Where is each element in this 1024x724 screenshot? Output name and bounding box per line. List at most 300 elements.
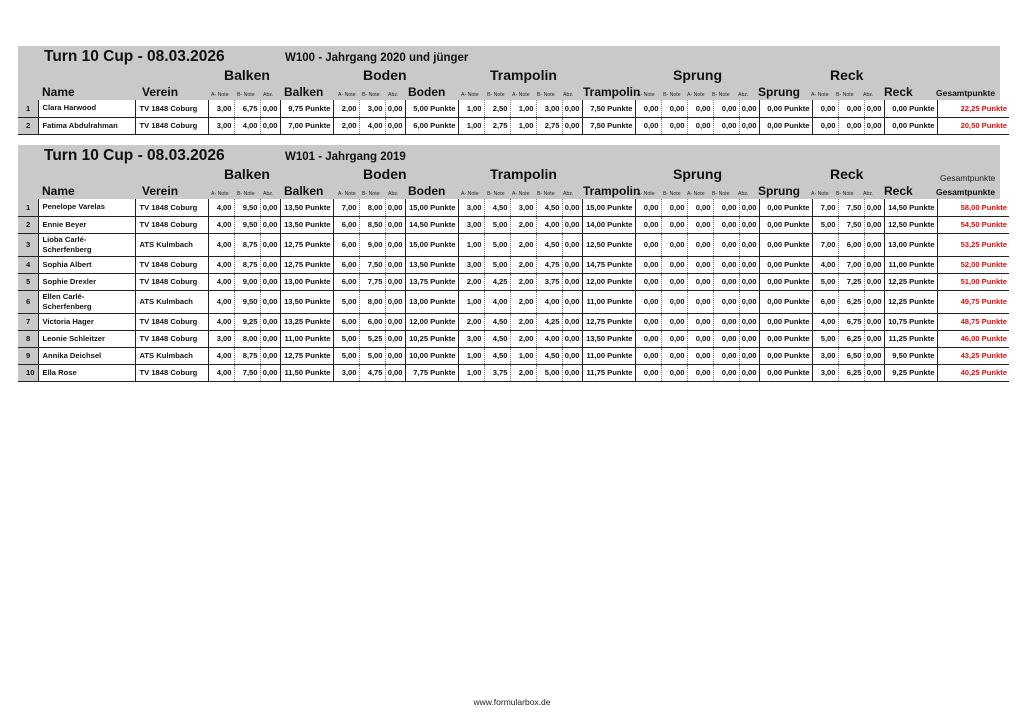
- apparatus-balken: Balken: [224, 67, 270, 83]
- col-reck-total: Reck: [884, 184, 913, 198]
- reck-punkte-cell: 11,00 Punkte: [884, 256, 937, 273]
- reck-abz-cell: 0,00: [864, 233, 884, 256]
- trampolin-b-note-1-cell: 4,50: [484, 199, 510, 216]
- balken-b-note-cell: 9,00: [234, 273, 260, 290]
- trampolin-punkte-cell: 12,50 Punkte: [582, 233, 635, 256]
- name-cell: Sophie Drexler: [38, 273, 135, 290]
- trampolin-punkte-cell: 15,00 Punkte: [582, 199, 635, 216]
- col-a-note: A- Note: [512, 191, 530, 197]
- sprung-punkte-cell: 0,00 Punkte: [759, 364, 812, 381]
- trampolin-b-note-2-cell: 4,75: [536, 256, 562, 273]
- gesamtpunkte-cell: 40,25 Punkte: [937, 364, 1009, 381]
- col-trampolin-total: Trampolin: [583, 85, 641, 99]
- trampolin-b-note-2-cell: 3,75: [536, 273, 562, 290]
- name-cell: Lioba Carlé-Scherfenberg: [38, 233, 135, 256]
- balken-punkte-cell: 9,75 Punkte: [280, 100, 333, 117]
- boden-punkte-cell: 7,75 Punkte: [405, 364, 458, 381]
- trampolin-a-note-1-cell: 1,00: [458, 364, 484, 381]
- trampolin-b-note-1-cell: 5,00: [484, 256, 510, 273]
- col-b-note: B- Note: [237, 92, 255, 98]
- rank-cell: 6: [18, 290, 38, 313]
- reck-abz-cell: 0,00: [864, 290, 884, 313]
- balken-a-note-cell: 4,00: [208, 233, 234, 256]
- reck-punkte-cell: 12,25 Punkte: [884, 273, 937, 290]
- sprung-abz-cell: 0,00: [739, 313, 759, 330]
- boden-punkte-cell: 6,00 Punkte: [405, 117, 458, 134]
- balken-punkte-cell: 12,75 Punkte: [280, 347, 333, 364]
- trampolin-abz-cell: 0,00: [562, 364, 582, 381]
- rank-cell: 3: [18, 233, 38, 256]
- verein-cell: TV 1848 Coburg: [135, 216, 208, 233]
- reck-b-note-cell: 7,00: [838, 256, 864, 273]
- balken-abz-cell: 0,00: [260, 313, 280, 330]
- sprung-b-note-2-cell: 0,00: [713, 117, 739, 134]
- boden-punkte-cell: 5,00 Punkte: [405, 100, 458, 117]
- apparatus-sprung: Sprung: [673, 67, 722, 83]
- sprung-a-note-2-cell: 0,00: [687, 199, 713, 216]
- sprung-a-note-2-cell: 0,00: [687, 330, 713, 347]
- trampolin-punkte-cell: 11,75 Punkte: [582, 364, 635, 381]
- reck-abz-cell: 0,00: [864, 347, 884, 364]
- table-row: [18, 364, 1009, 381]
- reck-a-note-cell: 5,00: [812, 216, 838, 233]
- sprung-b-note-1-cell: 0,00: [661, 117, 687, 134]
- balken-abz-cell: 0,00: [260, 330, 280, 347]
- trampolin-punkte-cell: 12,75 Punkte: [582, 313, 635, 330]
- balken-a-note-cell: 3,00: [208, 117, 234, 134]
- trampolin-punkte-cell: 11,00 Punkte: [582, 347, 635, 364]
- balken-punkte-cell: 13,00 Punkte: [280, 273, 333, 290]
- gesamtpunkte-cell: 20,50 Punkte: [937, 117, 1009, 134]
- trampolin-abz-cell: 0,00: [562, 100, 582, 117]
- trampolin-a-note-1-cell: 3,00: [458, 199, 484, 216]
- trampolin-a-note-1-cell: 3,00: [458, 330, 484, 347]
- trampolin-b-note-1-cell: 4,50: [484, 347, 510, 364]
- name-cell: Fatima Abdulrahman: [38, 117, 135, 134]
- boden-punkte-cell: 13,75 Punkte: [405, 273, 458, 290]
- rank-cell: 2: [18, 216, 38, 233]
- reck-b-note-cell: 7,50: [838, 216, 864, 233]
- trampolin-b-note-1-cell: 4,50: [484, 313, 510, 330]
- balken-punkte-cell: 12,75 Punkte: [280, 256, 333, 273]
- boden-a-note-cell: 2,00: [333, 100, 359, 117]
- balken-b-note-cell: 4,00: [234, 117, 260, 134]
- trampolin-b-note-1-cell: 5,00: [484, 216, 510, 233]
- sprung-a-note-2-cell: 0,00: [687, 233, 713, 256]
- table-row: [18, 100, 1009, 117]
- reck-b-note-cell: 7,50: [838, 199, 864, 216]
- boden-b-note-cell: 6,00: [359, 313, 385, 330]
- col-b-note: B- Note: [487, 92, 505, 98]
- reck-punkte-cell: 12,50 Punkte: [884, 216, 937, 233]
- balken-abz-cell: 0,00: [260, 117, 280, 134]
- col-a-note: A- Note: [811, 92, 829, 98]
- balken-b-note-cell: 7,50: [234, 364, 260, 381]
- trampolin-b-note-1-cell: 2,75: [484, 117, 510, 134]
- reck-abz-cell: 0,00: [864, 117, 884, 134]
- table-row: [18, 347, 1009, 364]
- boden-abz-cell: 0,00: [385, 313, 405, 330]
- balken-abz-cell: 0,00: [260, 216, 280, 233]
- rank-cell: 10: [18, 364, 38, 381]
- boden-a-note-cell: 3,00: [333, 364, 359, 381]
- boden-punkte-cell: 13,50 Punkte: [405, 256, 458, 273]
- trampolin-abz-cell: 0,00: [562, 347, 582, 364]
- balken-punkte-cell: 13,25 Punkte: [280, 313, 333, 330]
- col-b-note: B- Note: [712, 191, 730, 197]
- reck-a-note-cell: 3,00: [812, 347, 838, 364]
- gesamtpunkte-cell: 54,50 Punkte: [937, 216, 1009, 233]
- sprung-abz-cell: 0,00: [739, 347, 759, 364]
- trampolin-a-note-1-cell: 1,00: [458, 290, 484, 313]
- reck-abz-cell: 0,00: [864, 273, 884, 290]
- col-name: Name: [42, 85, 75, 99]
- rank-cell: 1: [18, 199, 38, 216]
- balken-punkte-cell: 11,50 Punkte: [280, 364, 333, 381]
- sprung-a-note-1-cell: 0,00: [635, 313, 661, 330]
- trampolin-b-note-2-cell: 4,00: [536, 290, 562, 313]
- sprung-b-note-1-cell: 0,00: [661, 100, 687, 117]
- sprung-a-note-1-cell: 0,00: [635, 364, 661, 381]
- boden-b-note-cell: 8,00: [359, 199, 385, 216]
- boden-a-note-cell: 5,00: [333, 347, 359, 364]
- col-b-note: B- Note: [362, 191, 380, 197]
- sprung-b-note-2-cell: 0,00: [713, 330, 739, 347]
- sprung-punkte-cell: 0,00 Punkte: [759, 313, 812, 330]
- balken-b-note-cell: 8,75: [234, 347, 260, 364]
- sprung-b-note-1-cell: 0,00: [661, 233, 687, 256]
- sprung-a-note-2-cell: 0,00: [687, 290, 713, 313]
- rank-cell: 4: [18, 256, 38, 273]
- gesamtpunkte-cell: 46,00 Punkte: [937, 330, 1009, 347]
- sprung-a-note-2-cell: 0,00: [687, 100, 713, 117]
- sprung-b-note-1-cell: 0,00: [661, 364, 687, 381]
- boden-punkte-cell: 15,00 Punkte: [405, 199, 458, 216]
- balken-a-note-cell: 3,00: [208, 330, 234, 347]
- rank-cell: 8: [18, 330, 38, 347]
- trampolin-a-note-1-cell: 2,00: [458, 273, 484, 290]
- sprung-b-note-1-cell: 0,00: [661, 273, 687, 290]
- reck-b-note-cell: 6,25: [838, 290, 864, 313]
- trampolin-abz-cell: 0,00: [562, 233, 582, 256]
- table-row: [18, 199, 1009, 216]
- trampolin-b-note-1-cell: 5,00: [484, 233, 510, 256]
- sprung-abz-cell: 0,00: [739, 216, 759, 233]
- balken-punkte-cell: 12,75 Punkte: [280, 233, 333, 256]
- balken-b-note-cell: 8,75: [234, 233, 260, 256]
- trampolin-b-note-2-cell: 4,25: [536, 313, 562, 330]
- sprung-punkte-cell: 0,00 Punkte: [759, 273, 812, 290]
- boden-abz-cell: 0,00: [385, 330, 405, 347]
- reck-a-note-cell: 5,00: [812, 273, 838, 290]
- col-b-note: B- Note: [836, 191, 854, 197]
- trampolin-b-note-1-cell: 4,25: [484, 273, 510, 290]
- col-a-note: A- Note: [211, 92, 229, 98]
- col-b-note: B- Note: [537, 92, 555, 98]
- name-cell: Ennie Beyer: [38, 216, 135, 233]
- boden-a-note-cell: 6,00: [333, 313, 359, 330]
- boden-abz-cell: 0,00: [385, 117, 405, 134]
- table-row: [18, 233, 1009, 256]
- table-row: [18, 216, 1009, 233]
- verein-cell: ATS Kulmbach: [135, 347, 208, 364]
- trampolin-abz-cell: 0,00: [562, 290, 582, 313]
- verein-cell: TV 1848 Coburg: [135, 313, 208, 330]
- boden-abz-cell: 0,00: [385, 256, 405, 273]
- apparatus-boden: Boden: [363, 166, 407, 182]
- trampolin-a-note-1-cell: 1,00: [458, 117, 484, 134]
- trampolin-a-note-1-cell: 1,00: [458, 233, 484, 256]
- col-abz: Abz.: [863, 92, 874, 98]
- boden-a-note-cell: 6,00: [333, 273, 359, 290]
- rank-cell: 5: [18, 273, 38, 290]
- sprung-b-note-2-cell: 0,00: [713, 313, 739, 330]
- reck-b-note-cell: 6,75: [838, 313, 864, 330]
- trampolin-b-note-2-cell: 4,00: [536, 216, 562, 233]
- reck-punkte-cell: 11,25 Punkte: [884, 330, 937, 347]
- col-boden-total: Boden: [408, 184, 446, 198]
- balken-abz-cell: 0,00: [260, 256, 280, 273]
- col-sprung-total: Sprung: [758, 85, 800, 99]
- trampolin-punkte-cell: 11,00 Punkte: [582, 290, 635, 313]
- trampolin-punkte-cell: 7,50 Punkte: [582, 117, 635, 134]
- rank-cell: 1: [18, 100, 38, 117]
- boden-a-note-cell: 6,00: [333, 256, 359, 273]
- trampolin-a-note-2-cell: 2,00: [510, 364, 536, 381]
- name-cell: Ellen Carlé-Scherfenberg: [38, 290, 135, 313]
- balken-a-note-cell: 4,00: [208, 273, 234, 290]
- reck-a-note-cell: 7,00: [812, 233, 838, 256]
- col-a-note: A- Note: [687, 92, 705, 98]
- boden-punkte-cell: 13,00 Punkte: [405, 290, 458, 313]
- sprung-b-note-2-cell: 0,00: [713, 364, 739, 381]
- col-abz: Abz.: [738, 92, 749, 98]
- section-subtitle: W100 - Jahrgang 2020 und jünger: [285, 52, 469, 64]
- sprung-b-note-2-cell: 0,00: [713, 199, 739, 216]
- reck-abz-cell: 0,00: [864, 216, 884, 233]
- reck-b-note-cell: 6,00: [838, 233, 864, 256]
- reck-punkte-cell: 12,25 Punkte: [884, 290, 937, 313]
- sprung-abz-cell: 0,00: [739, 273, 759, 290]
- trampolin-b-note-2-cell: 3,00: [536, 100, 562, 117]
- table-row: [18, 330, 1009, 347]
- sprung-b-note-2-cell: 0,00: [713, 100, 739, 117]
- balken-punkte-cell: 13,50 Punkte: [280, 216, 333, 233]
- sprung-punkte-cell: 0,00 Punkte: [759, 216, 812, 233]
- col-gesamtpunkte: Gesamtpunkte: [936, 187, 996, 197]
- balken-b-note-cell: 9,50: [234, 290, 260, 313]
- sprung-b-note-1-cell: 0,00: [661, 290, 687, 313]
- trampolin-abz-cell: 0,00: [562, 216, 582, 233]
- boden-b-note-cell: 3,00: [359, 100, 385, 117]
- boden-abz-cell: 0,00: [385, 100, 405, 117]
- results-table: [18, 199, 1009, 382]
- trampolin-abz-cell: 0,00: [562, 313, 582, 330]
- sprung-a-note-2-cell: 0,00: [687, 364, 713, 381]
- reck-b-note-cell: 0,00: [838, 117, 864, 134]
- sprung-b-note-2-cell: 0,00: [713, 290, 739, 313]
- sprung-punkte-cell: 0,00 Punkte: [759, 100, 812, 117]
- col-a-note: A- Note: [512, 92, 530, 98]
- col-abz: Abz.: [263, 92, 274, 98]
- sprung-b-note-2-cell: 0,00: [713, 256, 739, 273]
- balken-a-note-cell: 4,00: [208, 199, 234, 216]
- trampolin-a-note-1-cell: 3,00: [458, 256, 484, 273]
- balken-abz-cell: 0,00: [260, 290, 280, 313]
- reck-abz-cell: 0,00: [864, 313, 884, 330]
- trampolin-abz-cell: 0,00: [562, 330, 582, 347]
- col-a-note: A- Note: [338, 191, 356, 197]
- boden-abz-cell: 0,00: [385, 364, 405, 381]
- col-abz: Abz.: [738, 191, 749, 197]
- sprung-a-note-1-cell: 0,00: [635, 100, 661, 117]
- boden-a-note-cell: 5,00: [333, 290, 359, 313]
- trampolin-b-note-2-cell: 4,00: [536, 330, 562, 347]
- sprung-abz-cell: 0,00: [739, 233, 759, 256]
- trampolin-b-note-1-cell: 4,00: [484, 290, 510, 313]
- col-a-note: A- Note: [637, 92, 655, 98]
- boden-abz-cell: 0,00: [385, 347, 405, 364]
- col-abz: Abz.: [563, 191, 574, 197]
- reck-a-note-cell: 5,00: [812, 330, 838, 347]
- name-cell: Penelope Varelas: [38, 199, 135, 216]
- verein-cell: TV 1848 Coburg: [135, 199, 208, 216]
- balken-abz-cell: 0,00: [260, 199, 280, 216]
- boden-a-note-cell: 5,00: [333, 330, 359, 347]
- col-abz: Abz.: [263, 191, 274, 197]
- sprung-b-note-2-cell: 0,00: [713, 216, 739, 233]
- section-title: Turn 10 Cup - 08.03.2026: [44, 48, 225, 65]
- verein-cell: TV 1848 Coburg: [135, 273, 208, 290]
- apparatus-sprung: Sprung: [673, 166, 722, 182]
- balken-b-note-cell: 8,75: [234, 256, 260, 273]
- gesamtpunkte-cell: 52,00 Punkte: [937, 256, 1009, 273]
- trampolin-b-note-2-cell: 2,75: [536, 117, 562, 134]
- col-b-note: B- Note: [712, 92, 730, 98]
- trampolin-b-note-1-cell: 3,75: [484, 364, 510, 381]
- col-b-note: B- Note: [663, 92, 681, 98]
- reck-b-note-cell: 6,50: [838, 347, 864, 364]
- balken-punkte-cell: 13,50 Punkte: [280, 290, 333, 313]
- sprung-a-note-1-cell: 0,00: [635, 330, 661, 347]
- reck-abz-cell: 0,00: [864, 199, 884, 216]
- verein-cell: TV 1848 Coburg: [135, 256, 208, 273]
- balken-punkte-cell: 13,50 Punkte: [280, 199, 333, 216]
- col-boden-total: Boden: [408, 85, 446, 99]
- reck-a-note-cell: 0,00: [812, 100, 838, 117]
- col-balken-total: Balken: [284, 85, 324, 99]
- balken-a-note-cell: 4,00: [208, 290, 234, 313]
- balken-a-note-cell: 4,00: [208, 364, 234, 381]
- name-cell: Annika Deichsel: [38, 347, 135, 364]
- boden-a-note-cell: 6,00: [333, 233, 359, 256]
- verein-cell: TV 1848 Coburg: [135, 100, 208, 117]
- sprung-a-note-1-cell: 0,00: [635, 233, 661, 256]
- col-name: Name: [42, 184, 75, 198]
- trampolin-a-note-1-cell: 1,00: [458, 100, 484, 117]
- col-a-note: A- Note: [461, 92, 479, 98]
- reck-b-note-cell: 7,25: [838, 273, 864, 290]
- trampolin-a-note-2-cell: 3,00: [510, 199, 536, 216]
- reck-b-note-cell: 6,25: [838, 364, 864, 381]
- sprung-b-note-2-cell: 0,00: [713, 233, 739, 256]
- boden-abz-cell: 0,00: [385, 199, 405, 216]
- sprung-punkte-cell: 0,00 Punkte: [759, 199, 812, 216]
- table-row: [18, 117, 1009, 134]
- col-b-note: B- Note: [663, 191, 681, 197]
- apparatus-trampolin: Trampolin: [490, 67, 557, 83]
- name-cell: Victoria Hager: [38, 313, 135, 330]
- col-a-note: A- Note: [211, 191, 229, 197]
- trampolin-a-note-2-cell: 2,00: [510, 233, 536, 256]
- table-row: [18, 256, 1009, 273]
- col-a-note: A- Note: [811, 191, 829, 197]
- trampolin-punkte-cell: 7,50 Punkte: [582, 100, 635, 117]
- apparatus-balken: Balken: [224, 166, 270, 182]
- boden-b-note-cell: 8,00: [359, 290, 385, 313]
- col-trampolin-total: Trampolin: [583, 184, 641, 198]
- trampolin-a-note-1-cell: 2,00: [458, 313, 484, 330]
- boden-punkte-cell: 10,00 Punkte: [405, 347, 458, 364]
- trampolin-punkte-cell: 14,75 Punkte: [582, 256, 635, 273]
- sprung-abz-cell: 0,00: [739, 199, 759, 216]
- reck-punkte-cell: 14,50 Punkte: [884, 199, 937, 216]
- balken-a-note-cell: 3,00: [208, 100, 234, 117]
- sprung-a-note-2-cell: 0,00: [687, 273, 713, 290]
- sprung-punkte-cell: 0,00 Punkte: [759, 290, 812, 313]
- trampolin-abz-cell: 0,00: [562, 256, 582, 273]
- table-row: [18, 290, 1009, 313]
- sprung-b-note-1-cell: 0,00: [661, 199, 687, 216]
- col-b-note: B- Note: [487, 191, 505, 197]
- reck-b-note-cell: 0,00: [838, 100, 864, 117]
- name-cell: Leonie Schleitzer: [38, 330, 135, 347]
- reck-punkte-cell: 0,00 Punkte: [884, 100, 937, 117]
- rank-cell: 2: [18, 117, 38, 134]
- verein-cell: TV 1848 Coburg: [135, 330, 208, 347]
- reck-punkte-cell: 9,50 Punkte: [884, 347, 937, 364]
- gesamtpunkte-cell: 43,25 Punkte: [937, 347, 1009, 364]
- sprung-b-note-2-cell: 0,00: [713, 347, 739, 364]
- reck-abz-cell: 0,00: [864, 330, 884, 347]
- reck-b-note-cell: 6,25: [838, 330, 864, 347]
- trampolin-punkte-cell: 13,50 Punkte: [582, 330, 635, 347]
- sprung-punkte-cell: 0,00 Punkte: [759, 347, 812, 364]
- trampolin-a-note-2-cell: 2,00: [510, 330, 536, 347]
- trampolin-a-note-2-cell: 2,00: [510, 216, 536, 233]
- reck-punkte-cell: 9,25 Punkte: [884, 364, 937, 381]
- trampolin-a-note-2-cell: 2,00: [510, 290, 536, 313]
- trampolin-a-note-2-cell: 1,00: [510, 117, 536, 134]
- col-sprung-total: Sprung: [758, 184, 800, 198]
- trampolin-b-note-1-cell: 2,50: [484, 100, 510, 117]
- boden-punkte-cell: 10,25 Punkte: [405, 330, 458, 347]
- sprung-a-note-1-cell: 0,00: [635, 290, 661, 313]
- boden-b-note-cell: 9,00: [359, 233, 385, 256]
- col-b-note: B- Note: [362, 92, 380, 98]
- verein-cell: ATS Kulmbach: [135, 290, 208, 313]
- apparatus-boden: Boden: [363, 67, 407, 83]
- boden-b-note-cell: 5,25: [359, 330, 385, 347]
- sprung-b-note-1-cell: 0,00: [661, 330, 687, 347]
- sprung-abz-cell: 0,00: [739, 290, 759, 313]
- trampolin-punkte-cell: 14,00 Punkte: [582, 216, 635, 233]
- gesamtpunkte-cell: 51,00 Punkte: [937, 273, 1009, 290]
- sprung-b-note-1-cell: 0,00: [661, 256, 687, 273]
- balken-b-note-cell: 8,00: [234, 330, 260, 347]
- balken-b-note-cell: 6,75: [234, 100, 260, 117]
- rank-cell: 7: [18, 313, 38, 330]
